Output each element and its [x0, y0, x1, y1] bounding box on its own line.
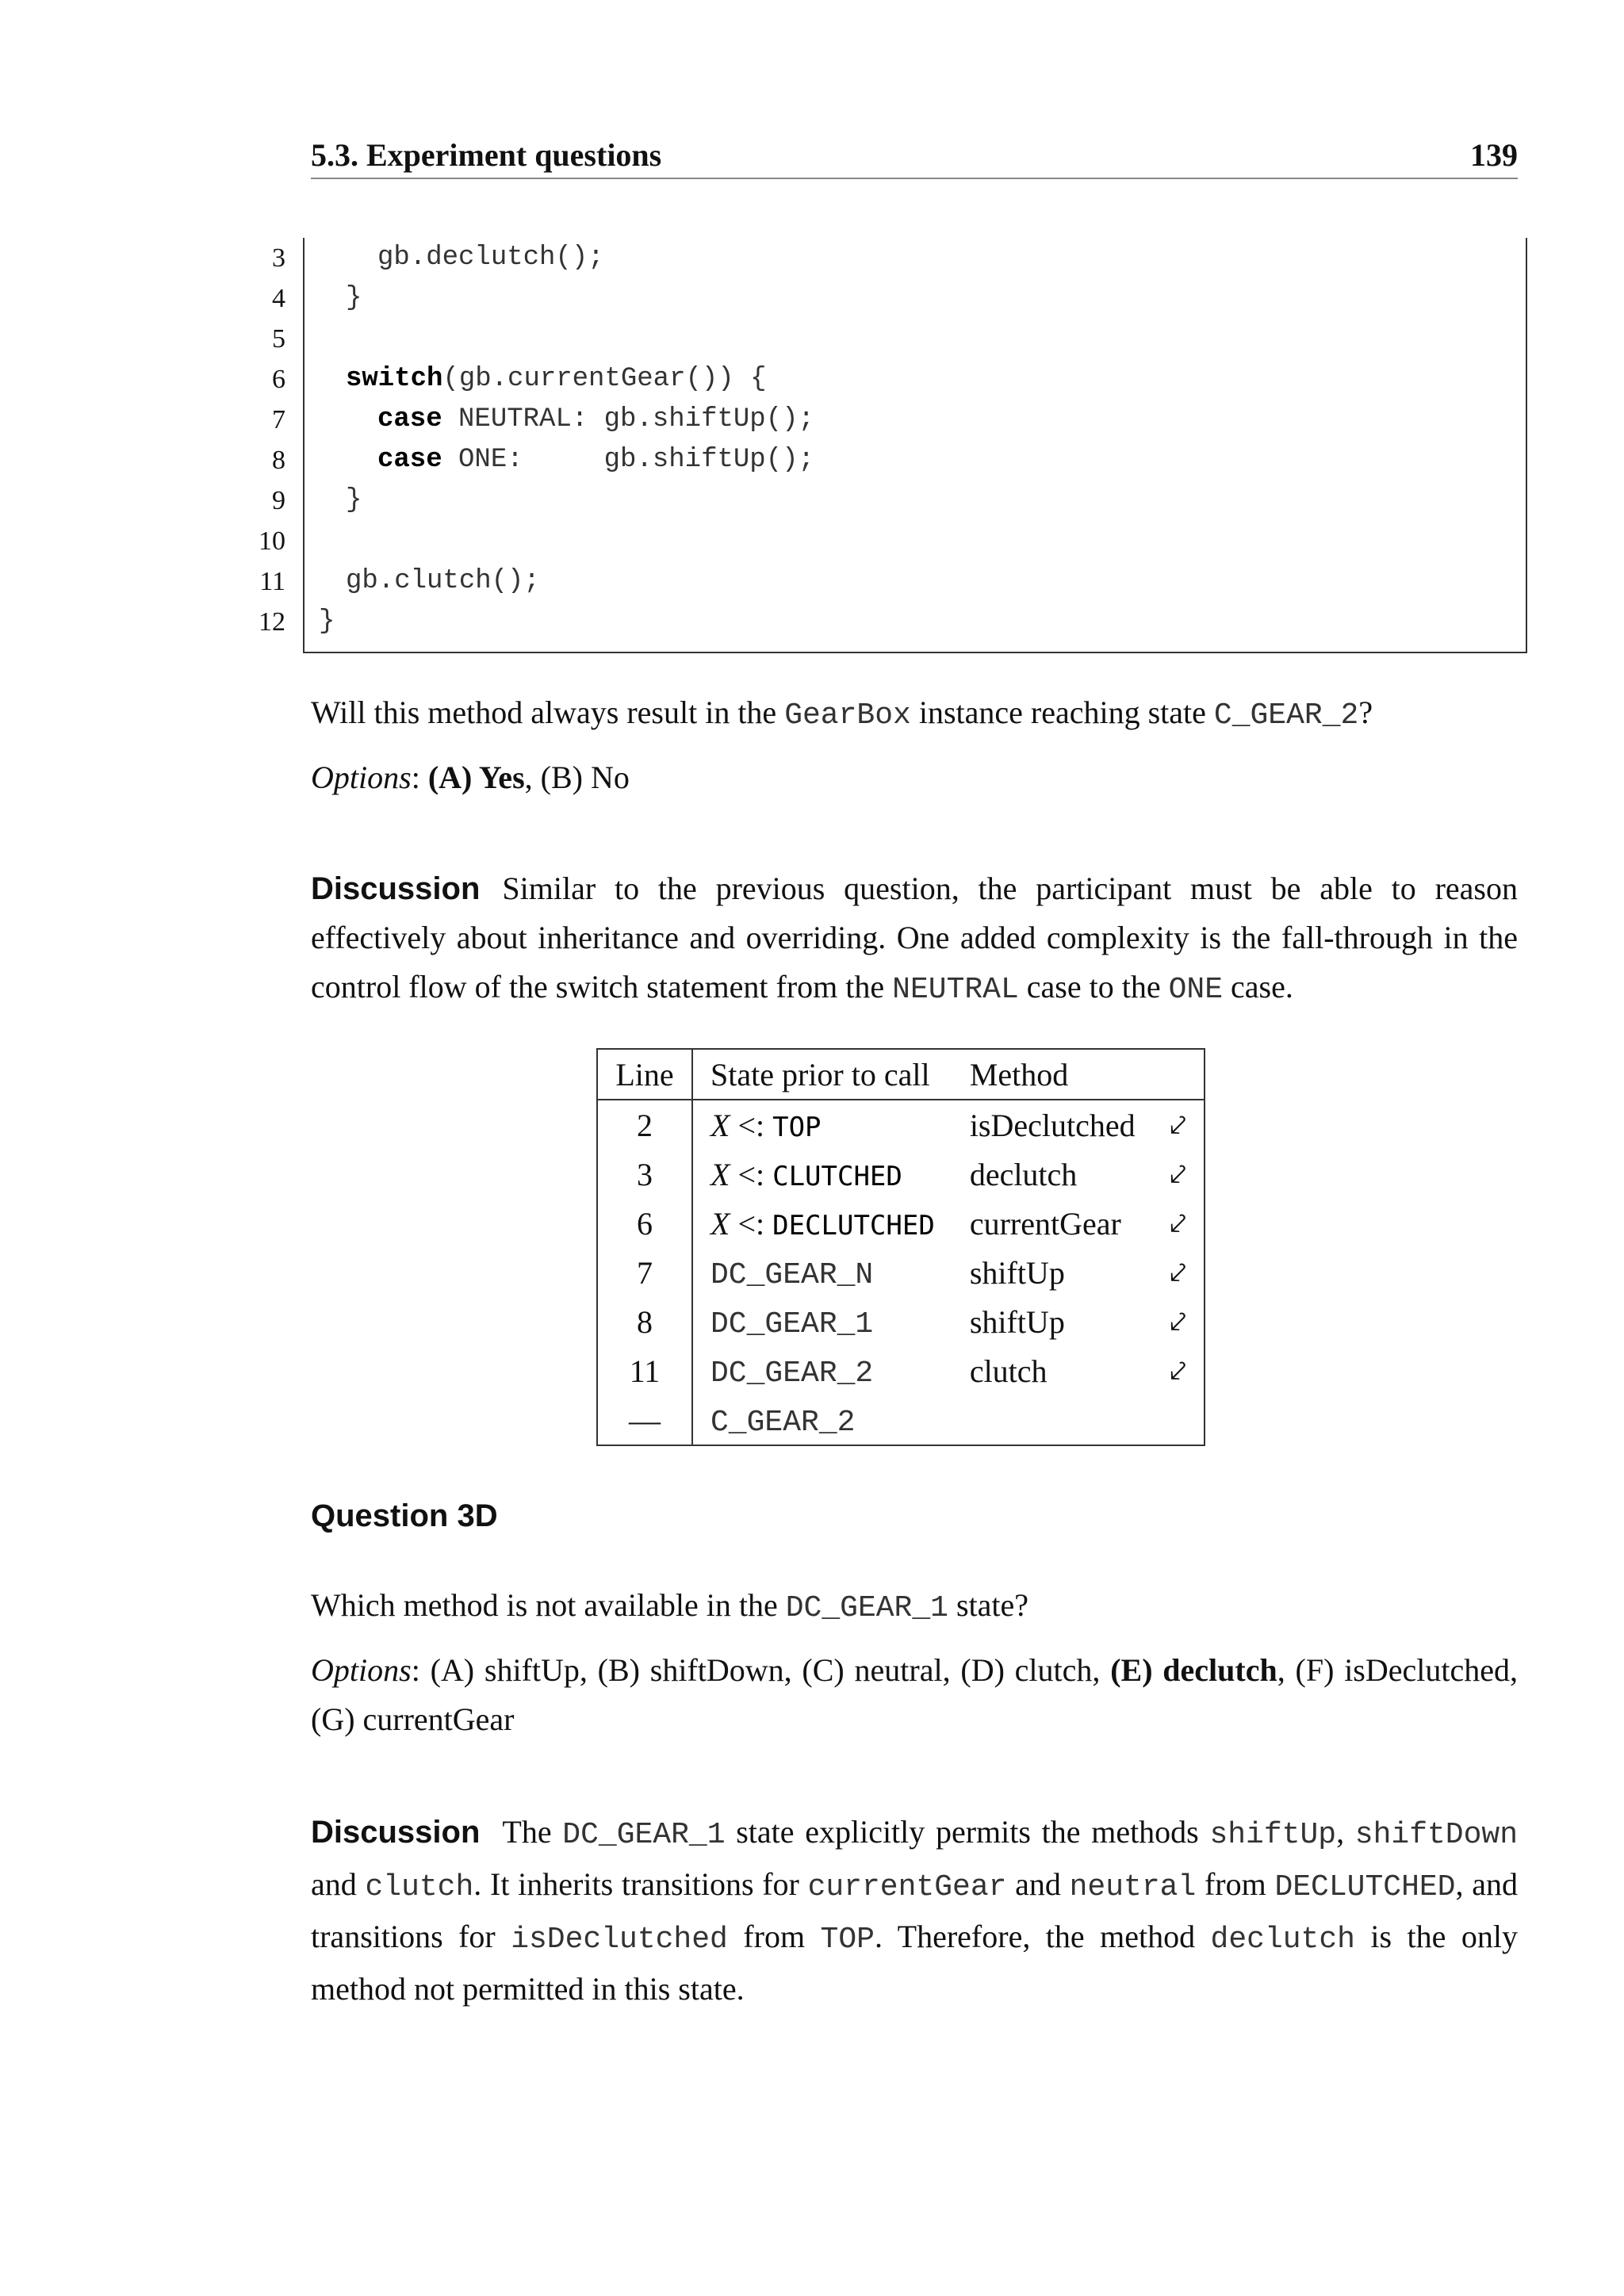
code-line [259, 561, 1526, 602]
discussion-3c [311, 864, 1518, 1015]
subtype-op: <: [730, 1107, 773, 1143]
cell-method: shiftUp [969, 1303, 1065, 1340]
header-check [1153, 1049, 1205, 1100]
question-3c-block [311, 688, 1518, 802]
table-header-row [597, 1049, 1205, 1100]
options-label: Options [311, 760, 412, 795]
transition-arrow-icon: ⤦ [1170, 1108, 1186, 1141]
code-token: } [346, 485, 362, 515]
table-row [597, 1199, 1205, 1248]
type-var: X [710, 1107, 730, 1143]
table-row [597, 1150, 1205, 1199]
code-line [272, 480, 1526, 521]
line-number: 5 [272, 324, 285, 354]
code-line [272, 440, 1526, 480]
code-line [272, 359, 1526, 400]
table-row [597, 1100, 1205, 1150]
code-line [272, 278, 1526, 319]
line-number: 12 [259, 607, 285, 637]
code-text [377, 238, 604, 278]
type-var: X [710, 1205, 730, 1242]
discussion-label: Discussion [311, 1815, 481, 1850]
code-text [346, 561, 540, 602]
code-token: } [346, 283, 362, 313]
discussion-text: Discussion Similar to the previous question, the participant must be able to reason effectively about inheritance and overriding. One added complexity is the fall-through in the control flow of the switch statement from the NEUTRAL case to the ONE case. [311, 871, 1518, 1007]
page-number: 139 [1470, 137, 1518, 173]
subtype-op: <: [730, 1205, 773, 1242]
cell-line: 8 [597, 1297, 692, 1346]
code-line [259, 602, 1526, 642]
code-token: } [319, 607, 335, 637]
line-number: 6 [272, 365, 285, 394]
table-row [597, 1346, 1205, 1395]
state-name: C_GEAR_2 [710, 1405, 856, 1440]
code-line [272, 238, 1526, 278]
options-label: Options [311, 1652, 412, 1688]
question-3d-text: Which method is not available in the DC_GEAR_1 state? [311, 1587, 1029, 1625]
cell-method: currentGear [969, 1205, 1121, 1242]
line-number: 7 [272, 405, 285, 434]
question-3d-heading-wrap [311, 1498, 498, 1534]
header-method: Method [952, 1049, 1153, 1100]
transition-arrow-icon: ⤦ [1170, 1207, 1186, 1239]
state-name: DC_GEAR_N [710, 1257, 874, 1292]
cell-line: — [597, 1395, 692, 1445]
code-text [377, 400, 814, 440]
code-line [272, 400, 1526, 440]
transition-arrow-icon: ⤦ [1170, 1256, 1186, 1288]
section-title: 5.3. Experiment questions [311, 137, 662, 173]
running-header [311, 136, 1518, 179]
cell-method: isDeclutched [969, 1107, 1136, 1143]
code-listing [259, 238, 1527, 653]
cell-method [952, 1395, 1153, 1445]
code-line [259, 521, 1526, 561]
cell-line: 11 [597, 1346, 692, 1395]
code-line [272, 319, 1526, 359]
cell-state [692, 1150, 952, 1199]
cell-state [692, 1199, 952, 1248]
code-text [319, 602, 335, 642]
table-row [597, 1248, 1205, 1297]
discussion-3d-text: Discussion The DC_GEAR_1 state explicitly permits the methods shiftUp, shiftDown and clutch. It inherits transitions for currentGear and neutral from DECLUTCHED, and transitions for isDeclutched from TOP. Therefore, the method declutch is the only method not permitted in this state. [311, 1814, 1519, 2007]
correct-answer: (E) declutch [1110, 1652, 1277, 1688]
line-number: 10 [259, 526, 285, 556]
header-state: State prior to call [692, 1049, 952, 1100]
cell-line: 2 [597, 1100, 692, 1150]
trace-table-wrapper [596, 1048, 1205, 1446]
cell-state [692, 1297, 952, 1346]
code-token: ONE: gb.shiftUp(); [442, 445, 814, 475]
discussion-label: Discussion [311, 871, 481, 906]
code-token: (gb.currentGear()) { [442, 364, 767, 394]
line-number: 4 [272, 284, 285, 313]
code-text [346, 359, 767, 400]
cell-method: shiftUp [969, 1254, 1065, 1291]
cell-method: declutch [969, 1156, 1078, 1192]
cell-line: 6 [597, 1199, 692, 1248]
state-name: TOP [772, 1111, 822, 1143]
code-state: C_GEAR_2 [1213, 698, 1359, 733]
subtype-op: <: [730, 1156, 773, 1192]
cell-line: 7 [597, 1248, 692, 1297]
line-number: 11 [259, 567, 285, 596]
code-token: gb.clutch(); [346, 566, 540, 596]
state-name: DC_GEAR_2 [710, 1356, 874, 1391]
code-keyword: case [377, 404, 442, 434]
state-name: DC_GEAR_1 [710, 1307, 874, 1341]
question-3d-title: Question 3D [311, 1498, 498, 1533]
question-3d-block [311, 1581, 1518, 1744]
code-text [346, 480, 362, 521]
code-token: NEUTRAL: gb.shiftUp(); [442, 404, 814, 434]
transition-arrow-icon: ⤦ [1170, 1305, 1186, 1337]
table-row [597, 1395, 1205, 1445]
cell-state [692, 1395, 952, 1445]
line-number: 9 [272, 486, 285, 515]
cell-state [692, 1248, 952, 1297]
state-name: CLUTCHED [772, 1160, 902, 1192]
options-3d: Options: (A) shiftUp, (B) shiftDown, (C) neutral, (D) clutch, (E) declutch, (F) isDeclutched, (G) currentGear [311, 1652, 1519, 1737]
transition-arrow-icon [1153, 1395, 1205, 1445]
table-row [597, 1297, 1205, 1346]
state-name: DECLUTCHED [772, 1209, 935, 1242]
cell-line: 3 [597, 1150, 692, 1199]
line-number: 8 [272, 446, 285, 475]
cell-state [692, 1346, 952, 1395]
transition-arrow-icon: ⤦ [1170, 1158, 1186, 1190]
line-number: 3 [272, 243, 285, 273]
transition-arrow-icon: ⤦ [1170, 1354, 1186, 1387]
code-keyword: switch [346, 364, 443, 394]
options-line: Options: (A) Yes, (B) No [311, 760, 630, 795]
code-text [346, 278, 362, 319]
discussion-3d [311, 1808, 1518, 2014]
code-keyword: case [377, 445, 442, 475]
trace-table [596, 1048, 1205, 1446]
cell-state [692, 1100, 952, 1150]
code-token: gb.declutch(); [377, 243, 604, 273]
code-text [377, 440, 814, 480]
cell-method: clutch [969, 1353, 1048, 1389]
correct-answer: (A) Yes [427, 760, 525, 795]
code-gearbox: GearBox [784, 698, 911, 733]
question-text: Will this method always result in the GearBox instance reaching state C_GEAR_2? [311, 695, 1373, 733]
header-line: Line [597, 1049, 692, 1100]
type-var: X [710, 1156, 730, 1192]
